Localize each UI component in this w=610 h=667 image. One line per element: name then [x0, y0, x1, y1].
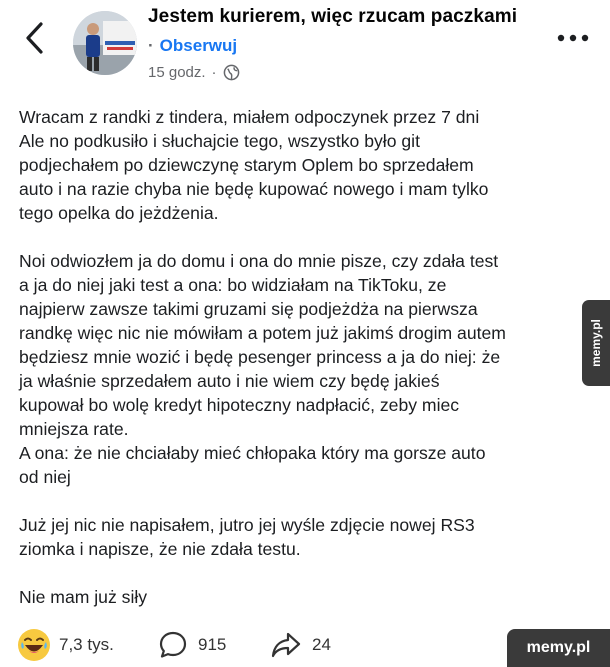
post-paragraph-2: [19, 249, 589, 489]
share-arrow-icon: [270, 630, 302, 660]
post-paragraph-1: [19, 105, 589, 225]
post-line: randkę więc nic nie mówiłam a potem już jakimś drogim autem: [19, 323, 506, 343]
follow-link[interactable]: [148, 36, 237, 56]
comment-bubble-icon: [158, 630, 188, 660]
post-line: kupował bo wolę kredyt hipoteczny nadpłacić, zeby miec: [19, 395, 460, 415]
side-watermark: [582, 300, 610, 386]
post-line: Wracam z randki z tindera, miałem odpoczynek przez 7 dni: [19, 107, 480, 127]
time-separator: ·: [211, 64, 217, 81]
shares-count: 24: [312, 635, 331, 654]
side-watermark-text: memy.pl: [589, 319, 604, 367]
bottom-watermark: memy.pl: [507, 629, 610, 667]
paragraph-gap: [19, 225, 589, 249]
share-button[interactable]: [270, 630, 331, 660]
group-avatar[interactable]: [73, 11, 137, 75]
post-line: ziomka i napisze, że nie zdała testu.: [19, 539, 301, 559]
follow-separator: ·: [148, 36, 154, 55]
post-paragraph-4: [19, 585, 589, 609]
post-paragraph-3: [19, 513, 589, 561]
post-line: Noi odwiozłem ja do domu i ona do mnie pisze, czy zdała test: [19, 251, 499, 271]
post-line: Ale no podkusiło i słuchajcie tego, wszystko było git: [19, 131, 420, 151]
paragraph-gap: [19, 561, 589, 585]
post-line: Już jej nic nie napisałem, jutro jej wyśle zdjęcie nowej RS3: [19, 515, 475, 535]
laughing-emoji-icon: [17, 628, 51, 662]
post-line: podjechałem po dziewczynę starym Oplem bo sprzedałem: [19, 155, 474, 175]
post-line: Nie mam już siły: [19, 587, 148, 607]
more-options-icon[interactable]: [556, 32, 590, 44]
post-header: [0, 0, 610, 90]
post-line: od niej: [19, 467, 71, 487]
post-line: A ona: że nie chciałaby mieć chłopaka który ma gorsze auto: [19, 443, 486, 463]
group-name[interactable]: Jestem kurierem, więc rzucam paczkami: [148, 6, 518, 27]
post-line: tego opelka do jeżdżenia.: [19, 203, 219, 223]
post-line: najpierw zawsze takimi gruzami się podjeżdża na pierwsza: [19, 299, 478, 319]
post-meta: [148, 64, 240, 81]
post-line: będziesz mnie wozić i będę pesenger princess a ja do niej: że: [19, 347, 501, 367]
comments-count: 915: [198, 635, 227, 654]
post-line: auto i na razie chyba nie będę kupować nowego i mam tylko: [19, 179, 489, 199]
post-text: [19, 105, 589, 609]
reactions-button[interactable]: [17, 628, 114, 662]
paragraph-gap: [19, 489, 589, 513]
post-line: a ja do niej jaki test a ona: bo widziałam na TikToku, ze: [19, 275, 447, 295]
reactions-count: 7,3 tys.: [59, 635, 114, 654]
globe-icon: [223, 64, 240, 81]
post-line: mniejsza rate.: [19, 419, 129, 439]
comments-button[interactable]: [158, 630, 226, 660]
post-line: ja właśnie sprzedałem auto i nie wiem czy będę jakieś: [19, 371, 440, 391]
back-chevron-icon[interactable]: [22, 20, 48, 56]
follow-label[interactable]: Obserwuj: [159, 36, 238, 55]
post-time[interactable]: 15 godz.: [148, 64, 206, 81]
